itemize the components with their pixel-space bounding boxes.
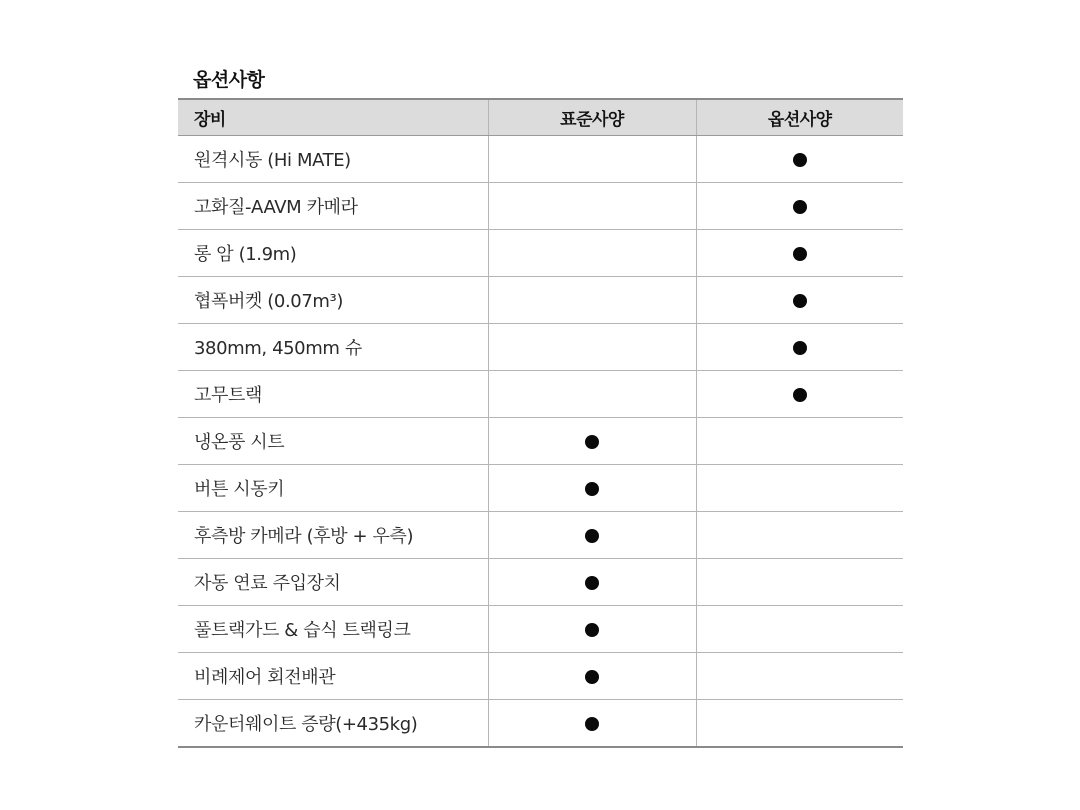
filled-circle-icon xyxy=(793,247,807,261)
option-cell xyxy=(696,559,903,606)
equipment-name-cell: 380mm, 450mm 슈 xyxy=(178,324,488,371)
filled-circle-icon xyxy=(793,153,807,167)
equipment-name-cell: 협폭버켓 (0.07m³) xyxy=(178,277,488,324)
option-cell xyxy=(696,277,903,324)
filled-circle-icon xyxy=(793,200,807,214)
option-cell xyxy=(696,465,903,512)
option-cell xyxy=(696,418,903,465)
equipment-name-cell: 비례제어 회전배관 xyxy=(178,653,488,700)
equipment-name-cell: 냉온풍 시트 xyxy=(178,418,488,465)
filled-circle-icon xyxy=(585,670,599,684)
standard-cell xyxy=(488,277,696,324)
option-cell xyxy=(696,371,903,418)
table-header-row xyxy=(178,99,903,136)
filled-circle-icon xyxy=(585,623,599,637)
option-cell xyxy=(696,606,903,653)
table-row xyxy=(178,418,903,465)
standard-cell xyxy=(488,371,696,418)
filled-circle-icon xyxy=(585,529,599,543)
option-cell xyxy=(696,183,903,230)
standard-cell xyxy=(488,418,696,465)
standard-cell xyxy=(488,183,696,230)
section-title: 옵션사항 xyxy=(193,69,265,91)
equipment-name-cell: 버튼 시동키 xyxy=(178,465,488,512)
option-cell xyxy=(696,230,903,277)
option-cell xyxy=(696,324,903,371)
equipment-name-cell: 롱 암 (1.9m) xyxy=(178,230,488,277)
equipment-name-cell: 풀트랙가드 & 습식 트랙링크 xyxy=(178,606,488,653)
standard-cell xyxy=(488,230,696,277)
table-row xyxy=(178,606,903,653)
column-header-standard: 표준사양 xyxy=(488,99,696,136)
table-row xyxy=(178,136,903,183)
option-cell xyxy=(696,512,903,559)
standard-cell xyxy=(488,606,696,653)
option-cell xyxy=(696,700,903,748)
table-row xyxy=(178,653,903,700)
filled-circle-icon xyxy=(793,294,807,308)
options-table xyxy=(178,98,903,748)
equipment-name-cell: 후측방 카메라 (후방 + 우측) xyxy=(178,512,488,559)
standard-cell xyxy=(488,465,696,512)
option-cell xyxy=(696,136,903,183)
standard-cell xyxy=(488,324,696,371)
equipment-name-cell: 카운터웨이트 증량(+435kg) xyxy=(178,700,488,748)
filled-circle-icon xyxy=(585,576,599,590)
equipment-name-cell: 고무트랙 xyxy=(178,371,488,418)
table-body xyxy=(178,136,903,748)
equipment-name-cell: 고화질-AAVM 카메라 xyxy=(178,183,488,230)
standard-cell xyxy=(488,653,696,700)
equipment-name-cell: 원격시동 (Hi MATE) xyxy=(178,136,488,183)
table-row xyxy=(178,183,903,230)
column-header-item: 장비 xyxy=(178,99,488,136)
filled-circle-icon xyxy=(585,482,599,496)
equipment-name-cell: 자동 연료 주입장치 xyxy=(178,559,488,606)
table-row xyxy=(178,700,903,748)
standard-cell xyxy=(488,136,696,183)
table-row xyxy=(178,277,903,324)
standard-cell xyxy=(488,700,696,748)
filled-circle-icon xyxy=(585,717,599,731)
filled-circle-icon xyxy=(585,435,599,449)
table-row xyxy=(178,512,903,559)
option-cell xyxy=(696,653,903,700)
standard-cell xyxy=(488,559,696,606)
table-row xyxy=(178,371,903,418)
table-row xyxy=(178,465,903,512)
table-row xyxy=(178,230,903,277)
standard-cell xyxy=(488,512,696,559)
filled-circle-icon xyxy=(793,388,807,402)
table-row xyxy=(178,324,903,371)
filled-circle-icon xyxy=(793,341,807,355)
table-row xyxy=(178,559,903,606)
column-header-option: 옵션사양 xyxy=(696,99,903,136)
